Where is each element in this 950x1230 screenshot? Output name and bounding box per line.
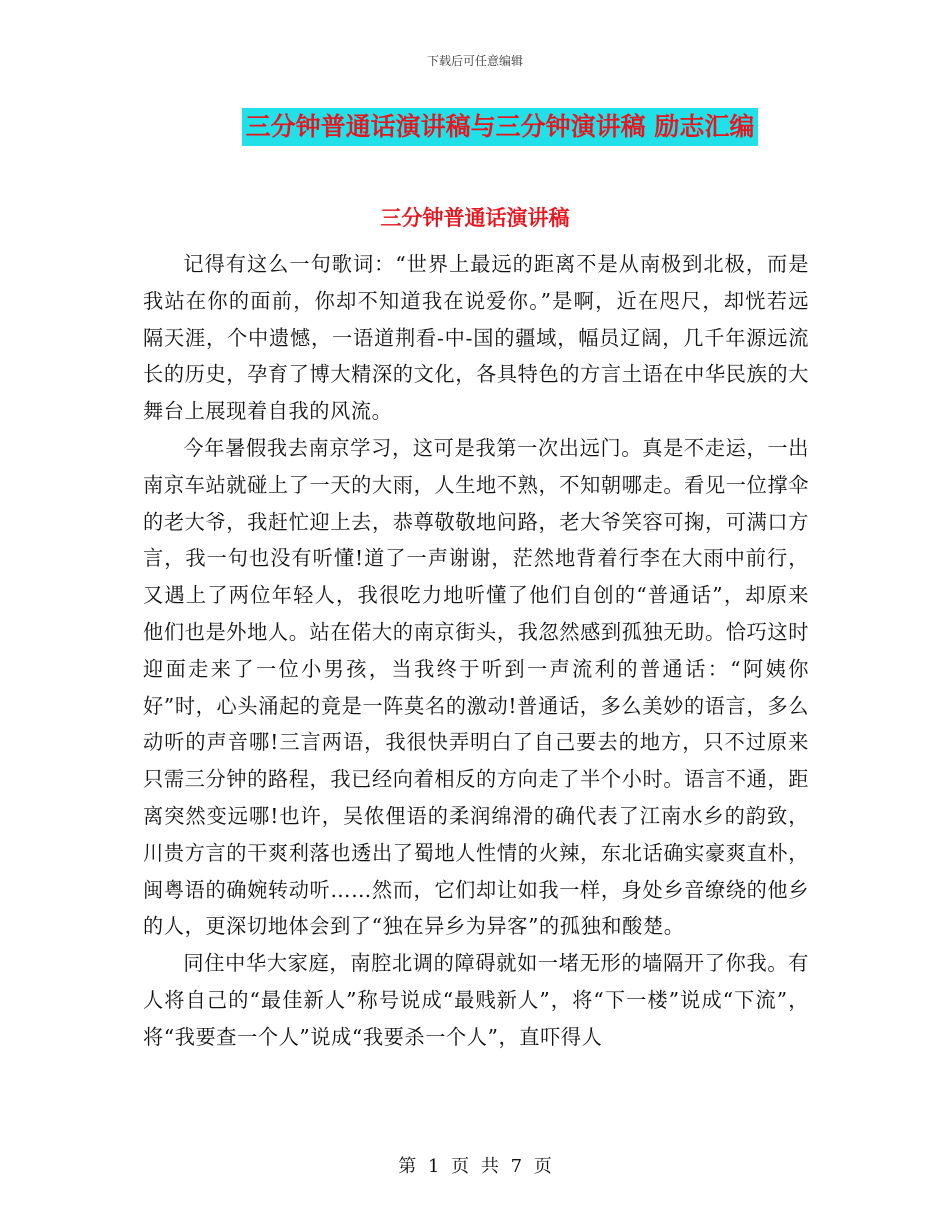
document-body bbox=[143, 246, 809, 1056]
paragraph-2: 今年暑假我去南京学习，这可是我第一次出远门。真是不走运，一出南京车站就碰上了一天的大雨，人生地不熟，不知朝哪走。看见一位撑伞的老大爷，我赶忙迎上去，恭尊敬敬地问路，老大爷笑容可掬，可满口方言，我一句也没有听懂!道了一声谢谢，茫然地背着行李在大雨中前行，又遇上了两位年轻人，我很吃力地听懂了他们自创的“普通话”，却原来他们也是外地人。站在偌大的南京街头，我忽然感到孤独无助。恰巧这时迎面走来了一位小男孩，当我终于听到一声流利的普通话：“阿姨你好”时，心头涌起的竟是一阵莫名的激动!普通话，多么美妙的语言，多么动听的声音哪!三言两语，我很快弄明白了自己要去的地方，只不过原来只需三分钟的路程，我已经向着相反的方向走了半个小时。语言不通，距离突然变远哪!也许，吴侬俚语的柔润绵滑的确代表了江南水乡的韵致，川贵方言的干爽利落也透出了蜀地人性情的火辣，东北话确实豪爽直朴，闽粤语的确婉转动听……然而，它们却让如我一样，身处乡音缭绕的他乡的人，更深切地体会到了“独在异乡为异客”的孤独和酸楚。 bbox=[143, 435, 809, 939]
page-header-note: 下载后可任意编辑 bbox=[426, 54, 523, 68]
document-title-container bbox=[0, 108, 950, 146]
paragraph-3: 同住中华大家庭，南腔北调的障碍就如一堵无形的墙隔开了你我。有人将自己的“最佳新人”称号说成“最贱新人”，将“下一楼”说成“下流”，将“我要查一个人”说成“我要杀一个人”，直吓得人 bbox=[143, 951, 809, 1049]
page-footer: 第 1 页 共 7 页 bbox=[398, 1156, 552, 1177]
section-title: 三分钟普通话演讲稿 bbox=[380, 205, 570, 230]
paragraph-1: 记得有这么一句歌词：“世界上最远的距离不是从南极到北极，而是我站在你的面前，你却不知道我在说爱你。”是啊，近在咫尺，却恍若远隔天涯，个中遗憾，一语道荆看-中-国的疆域，幅员辽阔，几千年源远流长的历史，孕育了博大精深的文化，各具特色的方言土语在中华民族的大舞台上展现着自我的风流。 bbox=[143, 252, 809, 424]
document-title: 三分钟普通话演讲稿与三分钟演讲稿 励志汇编 bbox=[242, 108, 759, 146]
